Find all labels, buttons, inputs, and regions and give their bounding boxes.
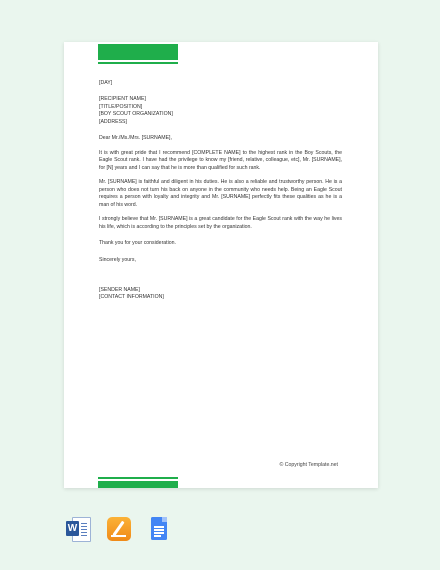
format-icons [66,516,172,542]
paragraph-3: I strongly believe that Mr. [SURNAME] is a great candidate for the Eagle Scout rank with the way he lives his life, which is according to the principles set by the organization. [99,216,342,230]
paragraph-4: Thank you for your consideration. [99,240,176,247]
salutation: Dear Mr./Ms./Mrs. [SURNAME], [99,135,172,142]
recipient-address: [ADDRESS] [99,118,127,125]
sender-contact: [CONTACT INFORMATION] [99,294,164,301]
letter-date: [DAY] [99,80,113,86]
pages-icon[interactable] [106,516,132,542]
word-letter: W [67,523,78,534]
header-green-line [98,62,178,64]
recipient-title: [TITLE/POSITION] [99,103,143,110]
footer-green-line [98,477,178,479]
closing: Sincerely yours, [99,256,136,263]
header-green-bar [98,44,178,60]
footer-green-bar [98,481,178,488]
letter-body [99,80,342,302]
recipient-organization: [BOY SCOUT ORGANIZATION] [99,111,173,118]
sender-name: [SENDER NAME] [99,287,140,294]
copyright-text: © Copyright Template.net [279,462,338,468]
paragraph-2: Mr. [SURNAME] is faithful and diligent in his duties. He is also a reliable and trustworthy person. He is a person who does not turn his back on anyone in the community who needs help. Being an Eagle Scout requires a person with loyalty and integrity and Mr. [SURNAME] perfectly fits these qualities as he is a man of his word. [99,179,342,208]
word-icon[interactable] [66,516,92,542]
paragraph-1: It is with great pride that I recommend [COMPLETE NAME] to the highest rank in the Boy Scouts, the Eagle Scout rank. I have had the privilege to know my [friend, relative, colleague, etc], Mr. [SURNAME], for [N] years and I can say that he is more than qualified for such rank. [99,149,342,171]
recipient-name: [RECIPIENT NAME] [99,96,146,103]
letter-page [64,42,378,488]
google-docs-icon[interactable] [146,516,172,542]
